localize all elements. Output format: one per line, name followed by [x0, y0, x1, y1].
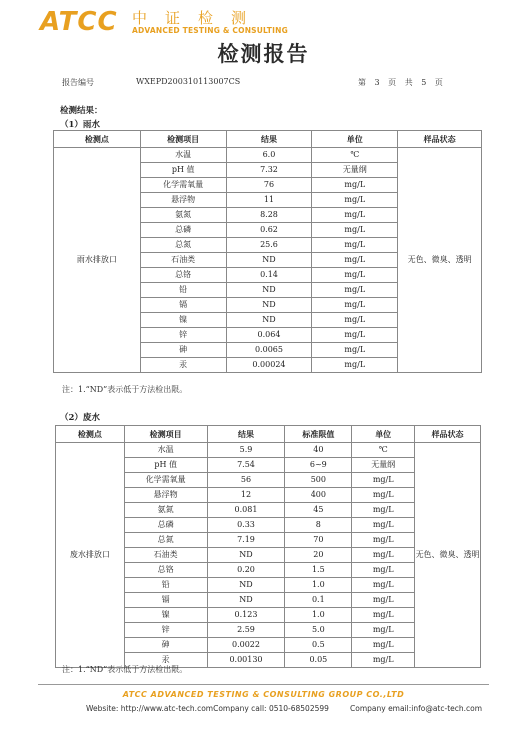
footer-email: Company email:info@atc-tech.com	[350, 704, 483, 713]
table-cell: 56	[207, 473, 285, 488]
table-cell: 20	[285, 548, 352, 563]
table-cell: 76	[226, 178, 312, 193]
table-cell: mg/L	[352, 593, 415, 608]
table-cell: ND	[207, 593, 285, 608]
column-header: 样品状态	[398, 131, 482, 148]
table-cell: mg/L	[312, 298, 398, 313]
table-cell: mg/L	[312, 223, 398, 238]
table-cell: mg/L	[312, 253, 398, 268]
table-row	[56, 443, 481, 458]
table-cell: 氨氮	[140, 208, 226, 223]
table-cell: mg/L	[312, 358, 398, 373]
table-cell: 氨氮	[124, 503, 207, 518]
table-cell: 6~9	[285, 458, 352, 473]
table-cell: 1.0	[285, 578, 352, 593]
table-cell: ND	[226, 283, 312, 298]
report-number: WXEPD200310113007CS	[136, 77, 241, 86]
footer-brand: ATCC ADVANCED TESTING & CONSULTING GROUP CO.,LTD	[122, 690, 405, 699]
rain-note: 注：1.“ND”表示低于方法检出限。	[62, 385, 188, 394]
table-cell: 汞	[140, 358, 226, 373]
table-cell: 6.0	[226, 148, 312, 163]
table-cell: 化学需氧量	[124, 473, 207, 488]
table-cell: mg/L	[312, 328, 398, 343]
column-header: 单位	[352, 426, 415, 443]
table-cell: 镉	[140, 298, 226, 313]
table-cell: mg/L	[312, 343, 398, 358]
table-cell: 镍	[124, 608, 207, 623]
table-cell: mg/L	[352, 503, 415, 518]
table-cell: 7.19	[207, 533, 285, 548]
table-cell: 铅	[140, 283, 226, 298]
table-cell: ND	[226, 298, 312, 313]
table-cell: mg/L	[312, 178, 398, 193]
sampling-point-cell: 雨水排放口	[54, 148, 141, 373]
table-cell: 化学需氧量	[140, 178, 226, 193]
table-cell: mg/L	[352, 638, 415, 653]
table-cell: mg/L	[352, 473, 415, 488]
table-cell: 无量纲	[352, 458, 415, 473]
table-cell: 0.064	[226, 328, 312, 343]
rain-results-table	[53, 130, 482, 373]
table-cell: 70	[285, 533, 352, 548]
column-header: 检测点	[54, 131, 141, 148]
table-cell: 5.0	[285, 623, 352, 638]
table-cell: 砷	[140, 343, 226, 358]
table-cell: 汞	[124, 653, 207, 668]
column-header: 单位	[312, 131, 398, 148]
logo-chinese-text: 中证检测	[132, 9, 265, 27]
table-cell: 0.0065	[226, 343, 312, 358]
table-cell: 总氮	[140, 238, 226, 253]
table-cell: 总铬	[124, 563, 207, 578]
table-cell: ND	[226, 313, 312, 328]
table-cell: 0.0022	[207, 638, 285, 653]
table-cell: 0.5	[285, 638, 352, 653]
table-cell: 铅	[124, 578, 207, 593]
table-cell: 0.33	[207, 518, 285, 533]
table-cell: mg/L	[312, 238, 398, 253]
table-cell: mg/L	[352, 563, 415, 578]
column-header: 检测项目	[140, 131, 226, 148]
table-cell: 石油类	[124, 548, 207, 563]
waste-section-heading: （2）废水	[60, 413, 100, 423]
table-cell: 悬浮物	[140, 193, 226, 208]
table-cell: 12	[207, 488, 285, 503]
table-cell: 11	[226, 193, 312, 208]
table-cell: 总磷	[140, 223, 226, 238]
table-cell: 0.1	[285, 593, 352, 608]
table-cell: 45	[285, 503, 352, 518]
table-cell: 8	[285, 518, 352, 533]
report-number-label: 报告编号	[62, 78, 94, 87]
table-cell: 0.14	[226, 268, 312, 283]
table-cell: 水温	[124, 443, 207, 458]
table-cell: mg/L	[352, 533, 415, 548]
table-cell: ℃	[312, 148, 398, 163]
sampling-point-cell: 废水排放口	[56, 443, 125, 668]
table-cell: ND	[226, 253, 312, 268]
table-cell: 总铬	[140, 268, 226, 283]
table-cell: 0.00024	[226, 358, 312, 373]
table-cell: 锌	[124, 623, 207, 638]
report-title: 检测报告	[217, 42, 310, 66]
table-cell: 1.0	[285, 608, 352, 623]
table-cell: 40	[285, 443, 352, 458]
table-cell: 1.5	[285, 563, 352, 578]
column-header: 样品状态	[415, 426, 481, 443]
sample-state-cell: 无色、微臭、透明	[415, 443, 481, 668]
table-cell: mg/L	[352, 623, 415, 638]
table-cell: 5.9	[207, 443, 285, 458]
table-cell: 7.54	[207, 458, 285, 473]
column-header: 标准限值	[285, 426, 352, 443]
table-cell: 0.123	[207, 608, 285, 623]
table-cell: 总氮	[124, 533, 207, 548]
waste-results-table	[55, 425, 481, 668]
table-cell: 镍	[140, 313, 226, 328]
waste-note: 注：1.“ND”表示低于方法检出限。	[62, 665, 188, 674]
column-header: 结果	[207, 426, 285, 443]
table-cell: 500	[285, 473, 352, 488]
table-cell: mg/L	[312, 313, 398, 328]
table-cell: 25.6	[226, 238, 312, 253]
table-cell: 400	[285, 488, 352, 503]
table-cell: mg/L	[312, 208, 398, 223]
results-heading: 检测结果：	[60, 106, 103, 116]
table-row	[54, 148, 482, 163]
table-cell: mg/L	[312, 283, 398, 298]
table-cell: mg/L	[352, 608, 415, 623]
logo-atcc-text: ATCC	[40, 7, 118, 37]
table-cell: mg/L	[352, 578, 415, 593]
table-cell: mg/L	[352, 653, 415, 668]
table-cell: 7.32	[226, 163, 312, 178]
table-cell: 无量纲	[312, 163, 398, 178]
table-cell: 0.081	[207, 503, 285, 518]
footer-divider	[38, 684, 489, 685]
table-cell: 0.00130	[207, 653, 285, 668]
table-cell: 2.59	[207, 623, 285, 638]
column-header: 检测项目	[124, 426, 207, 443]
table-cell: mg/L	[352, 518, 415, 533]
logo-english-text: ADVANCED TESTING & CONSULTING	[132, 26, 288, 35]
table-cell: 砷	[124, 638, 207, 653]
table-cell: 锌	[140, 328, 226, 343]
column-header: 结果	[226, 131, 312, 148]
table-cell: ℃	[352, 443, 415, 458]
table-cell: ND	[207, 578, 285, 593]
table-cell: mg/L	[352, 488, 415, 503]
page-info: 第 3 页 共 5 页	[358, 78, 443, 87]
table-cell: 水温	[140, 148, 226, 163]
table-cell: 总磷	[124, 518, 207, 533]
table-cell: 0.05	[285, 653, 352, 668]
table-cell: 8.28	[226, 208, 312, 223]
table-cell: 悬浮物	[124, 488, 207, 503]
table-cell: mg/L	[352, 548, 415, 563]
table-cell: ND	[207, 548, 285, 563]
table-cell: 0.62	[226, 223, 312, 238]
table-cell: 石油类	[140, 253, 226, 268]
rain-section-heading: （1）雨水	[60, 120, 100, 130]
sample-state-cell: 无色、微臭、透明	[398, 148, 482, 373]
table-cell: mg/L	[312, 268, 398, 283]
table-cell: 镉	[124, 593, 207, 608]
table-cell: mg/L	[312, 193, 398, 208]
column-header: 检测点	[56, 426, 125, 443]
table-cell: pH 值	[140, 163, 226, 178]
footer-website: Website: http://www.atc-tech.comCompany call: 0510-68502599	[86, 704, 329, 713]
table-cell: 0.20	[207, 563, 285, 578]
table-cell: pH 值	[124, 458, 207, 473]
